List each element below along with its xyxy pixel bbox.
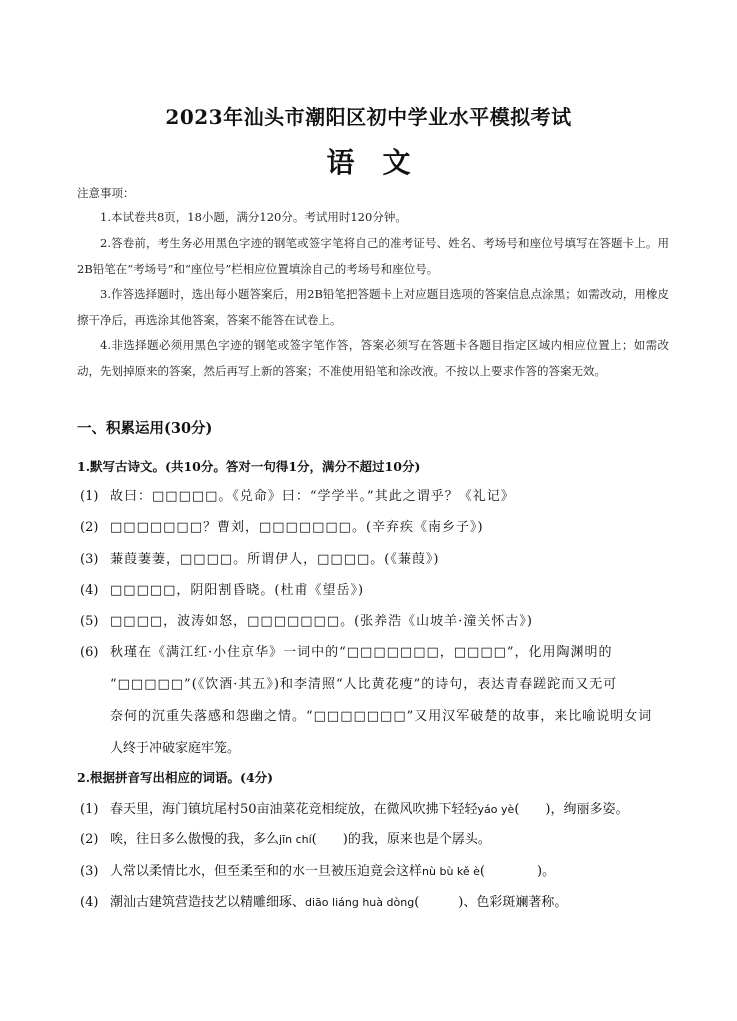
question-2-heading: 2.根据拼音写出相应的词语。(4分) (77, 770, 274, 785)
notice-heading: 注意事项： (77, 186, 135, 200)
item-number: (6) (80, 645, 99, 660)
item-number: (4) (80, 583, 99, 598)
item-text: 蒹葭萋萋，□□□□。所谓伊人，□□□□。(《蒹葭》) (110, 552, 440, 567)
item-number: (1) (80, 489, 99, 504)
q1-item-3 (80, 550, 670, 570)
q1-item-6 (80, 643, 670, 663)
item-text-before: 唉，往日多么傲慢的我，多么 (110, 832, 280, 847)
q1-item-6-continuation-1: “□□□□□”(《饮酒·其五》)和李清照“人比黄花瘦”的诗句，表达青春蹉跎而又无可 (110, 677, 618, 692)
question-1-heading: 1.默写古诗文。(共10分。答对一句得1分，满分不超过10分) (77, 459, 421, 474)
q2-item-2 (80, 830, 670, 850)
exam-title: 2023年汕头市潮阳区初中学业水平模拟考试 (165, 105, 572, 129)
item-number: (1) (80, 802, 99, 817)
pinyin-hint: yáo yè (477, 803, 515, 816)
item-text: □□□□□□□？曹刘，□□□□□□□。(辛弃疾《南乡子》) (110, 520, 484, 535)
notice-item-3: 3.作答选择题时，选出每小题答案后，用2B铅笔把答题卡上对应题目选项的答案信息点涂黑；如需改动，用橡皮擦干净后，再选涂其他答案，答案不能答在试卷上。 (77, 287, 669, 327)
item-number: (2) (80, 832, 99, 847)
item-text: 秋瑾在《满江红·小住京华》一词中的“□□□□□□□，□□□□”，化用陶渊明的 (110, 645, 613, 660)
q1-item-6-continuation-2: 奈何的沉重失落感和怨幽之情。“□□□□□□□”又用汉军破楚的故事，来比喻说明女词 (110, 709, 653, 724)
item-text: □□□□□，阴阳割昏晓。(杜甫《望岳》) (110, 583, 365, 598)
answer-blank: ( )，绚丽多姿。 (514, 802, 629, 817)
pinyin-hint: nù bù kě è (422, 865, 480, 878)
item-number: (5) (80, 614, 99, 629)
q1-item-1 (80, 487, 670, 507)
item-text: □□□□，波涛如怒，□□□□□□□。(张养浩《山坡羊·潼关怀古》) (110, 614, 533, 629)
q1-item-5 (80, 612, 670, 632)
q2-item-3 (80, 862, 670, 882)
item-text-before: 人常以柔情比水，但至柔至和的水一旦被压迫竟会这样 (110, 864, 423, 879)
q1-item-4 (80, 581, 670, 601)
q2-item-1 (80, 800, 670, 820)
item-text: 故曰：□□□□□。《兑命》曰：“学学半。”其此之谓乎？《礼记》 (110, 489, 515, 504)
pinyin-hint: jīn chí (279, 833, 312, 846)
notice-item-1: 1.本试卷共8页，18小题，满分120分。考试用时120分钟。 (100, 210, 407, 224)
item-number: (3) (80, 864, 99, 879)
item-number: (2) (80, 520, 99, 535)
notice-item-2: 2.答卷前，考生务必用黑色字迹的钢笔或签字笔将自己的准考证号、姓名、考场号和座位号填写在答题卡上。用2B铅笔在“考场号”和“座位号”栏相应位置填涂自己的考场号和座位号。 (77, 236, 669, 276)
pinyin-hint: diāo liáng huà dòng (305, 896, 415, 909)
item-number: (4) (80, 895, 99, 910)
q1-item-2 (80, 518, 670, 538)
q2-item-4 (80, 893, 670, 913)
answer-blank: ( )的我，原来也是个孱头。 (311, 832, 491, 847)
subject-title: 语文 (326, 146, 439, 179)
q1-item-6-continuation-3: 人终于冲破家庭牢笼。 (110, 741, 241, 756)
section-heading: 一、积累运用(30分) (77, 420, 213, 437)
item-number: (3) (80, 552, 99, 567)
notice-item-4: 4.非选择题必须用黑色字迹的钢笔或签字笔作答，答案必须写在答题卡各题目指定区域内相应位置上；如需改动，先划掉原来的答案，然后再写上新的答案；不准使用铅笔和涂改液。不按以上要求作答的答案无效。 (77, 338, 669, 378)
answer-blank: ( )。 (479, 864, 556, 879)
item-text-before: 潮汕古建筑营造技艺以精雕细琢、 (110, 895, 306, 910)
item-text-before: 春天里，海门镇坑尾村50亩油菜花竞相绽放，在微风吹拂下轻轻 (110, 802, 478, 817)
answer-blank: ( )、色彩斑斓著称。 (414, 895, 568, 910)
